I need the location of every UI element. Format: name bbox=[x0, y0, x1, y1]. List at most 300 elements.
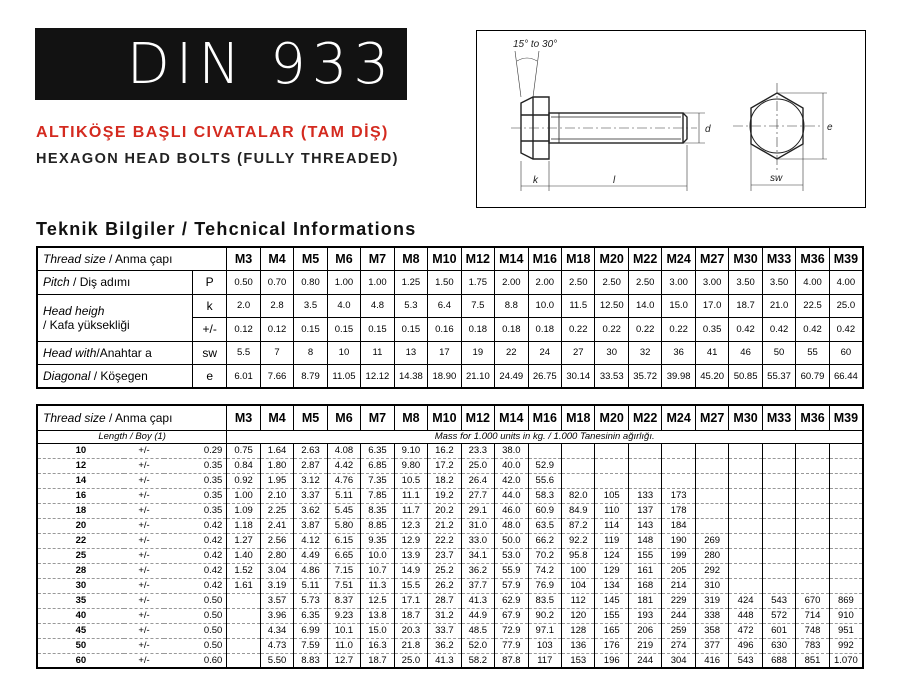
mass-value bbox=[796, 533, 829, 548]
tech-value: 24 bbox=[528, 341, 561, 365]
tech-value: 60.79 bbox=[796, 365, 829, 389]
mass-value: 688 bbox=[762, 653, 795, 668]
tech-value: 11.05 bbox=[327, 365, 360, 389]
size-header: M7 bbox=[361, 405, 394, 430]
mass-value bbox=[762, 548, 795, 563]
mass-value: 199 bbox=[662, 548, 695, 563]
mass-value: 448 bbox=[729, 608, 762, 623]
length-value: 28 bbox=[37, 563, 124, 578]
size-header: M12 bbox=[461, 247, 494, 271]
size-header: M8 bbox=[394, 405, 427, 430]
mass-value: 748 bbox=[796, 623, 829, 638]
size-header: M10 bbox=[428, 405, 461, 430]
size-header: M14 bbox=[495, 247, 528, 271]
tech-value: 4.00 bbox=[829, 271, 863, 295]
tech-value: 3.5 bbox=[294, 294, 327, 318]
length-value: 22 bbox=[37, 533, 124, 548]
length-value: 25 bbox=[37, 548, 124, 563]
mass-row bbox=[37, 518, 863, 533]
mass-value: 292 bbox=[695, 563, 728, 578]
tech-value: 2.50 bbox=[595, 271, 628, 295]
mass-row bbox=[37, 533, 863, 548]
mass-value: 190 bbox=[662, 533, 695, 548]
mass-value: 18.7 bbox=[361, 653, 394, 668]
mass-value: 543 bbox=[729, 653, 762, 668]
tech-value: 24.49 bbox=[495, 365, 528, 389]
mass-value: 319 bbox=[695, 593, 728, 608]
tech-row-symbol-tol: +/- bbox=[193, 318, 227, 342]
mass-value: 2.10 bbox=[260, 488, 293, 503]
size-header: M39 bbox=[829, 247, 863, 271]
mass-value: 0.92 bbox=[227, 473, 260, 488]
size-header: M36 bbox=[796, 247, 829, 271]
mass-row bbox=[37, 443, 863, 458]
mass-value: 7.51 bbox=[327, 578, 360, 593]
dim-l-label: l bbox=[613, 175, 616, 186]
mass-value: 62.9 bbox=[495, 593, 528, 608]
mass-value bbox=[562, 473, 595, 488]
mass-value: 53.0 bbox=[495, 548, 528, 563]
mass-value bbox=[662, 458, 695, 473]
mass-value bbox=[829, 488, 863, 503]
mass-value bbox=[796, 578, 829, 593]
mass-value: 1.61 bbox=[227, 578, 260, 593]
tech-value: 33.53 bbox=[595, 365, 628, 389]
title-banner bbox=[35, 28, 407, 100]
mass-value: 11.1 bbox=[394, 488, 427, 503]
mass-value: 4.34 bbox=[260, 623, 293, 638]
mass-value: 92.2 bbox=[562, 533, 595, 548]
tech-value: 15.0 bbox=[662, 294, 695, 318]
mass-value: 1.64 bbox=[260, 443, 293, 458]
mass-value: 9.23 bbox=[327, 608, 360, 623]
mass-value bbox=[729, 548, 762, 563]
mass-value: 10.1 bbox=[327, 623, 360, 638]
tech-tolerance: 0.22 bbox=[628, 318, 661, 342]
mass-value bbox=[729, 563, 762, 578]
mass-row bbox=[37, 638, 863, 653]
section-title: Teknik Bilgiler / Tehcnical Informations bbox=[36, 219, 417, 239]
mass-row bbox=[37, 503, 863, 518]
mass-value: 2.87 bbox=[294, 458, 327, 473]
tech-value: 2.00 bbox=[495, 271, 528, 295]
mass-value: 12.7 bbox=[327, 653, 360, 668]
size-header: M22 bbox=[628, 247, 661, 271]
mass-value: 951 bbox=[829, 623, 863, 638]
mass-value: 10.0 bbox=[361, 548, 394, 563]
mass-value: 7.35 bbox=[361, 473, 394, 488]
mass-value bbox=[762, 458, 795, 473]
tolerance-value: 0.42 bbox=[164, 578, 227, 593]
tech-tolerance: 0.16 bbox=[428, 318, 461, 342]
length-value: 60 bbox=[37, 653, 124, 668]
mass-value: 33.0 bbox=[461, 533, 494, 548]
mass-value: 219 bbox=[628, 638, 661, 653]
mass-value: 72.9 bbox=[495, 623, 528, 638]
mass-value bbox=[796, 443, 829, 458]
mass-value: 5.73 bbox=[294, 593, 327, 608]
tech-header-row bbox=[37, 247, 863, 271]
mass-value: 670 bbox=[796, 593, 829, 608]
mass-label: Mass for 1.000 units in kg. / 1.000 Tanesinin ağırlığı. bbox=[227, 430, 863, 443]
mass-value: 869 bbox=[829, 593, 863, 608]
mass-value: 18.2 bbox=[428, 473, 461, 488]
tech-value: 32 bbox=[628, 341, 661, 365]
mass-value: 4.08 bbox=[327, 443, 360, 458]
tech-row-label bbox=[37, 294, 193, 341]
mass-value: 338 bbox=[695, 608, 728, 623]
mass-value: 2.41 bbox=[260, 518, 293, 533]
tolerance-sign: +/- bbox=[124, 473, 164, 488]
mass-value: 40.0 bbox=[495, 458, 528, 473]
tech-tolerance: 0.22 bbox=[595, 318, 628, 342]
mass-value: 48.5 bbox=[461, 623, 494, 638]
mass-value: 67.9 bbox=[495, 608, 528, 623]
tech-header-label bbox=[37, 247, 227, 271]
mass-value: 27.7 bbox=[461, 488, 494, 503]
mass-value bbox=[796, 473, 829, 488]
mass-value: 168 bbox=[628, 578, 661, 593]
mass-value: 19.2 bbox=[428, 488, 461, 503]
mass-value: 3.57 bbox=[260, 593, 293, 608]
tech-row bbox=[37, 365, 863, 389]
mass-value: 9.10 bbox=[394, 443, 427, 458]
mass-value: 0.84 bbox=[227, 458, 260, 473]
tech-value: 60 bbox=[829, 341, 863, 365]
tech-row-label-tr: /Anahtar a bbox=[96, 345, 152, 360]
size-header: M30 bbox=[729, 405, 762, 430]
tech-value: 14.38 bbox=[394, 365, 427, 389]
length-value: 30 bbox=[37, 578, 124, 593]
size-header: M30 bbox=[729, 247, 762, 271]
mass-value: 176 bbox=[595, 638, 628, 653]
size-header: M24 bbox=[662, 405, 695, 430]
mass-value: 41.3 bbox=[461, 593, 494, 608]
mass-value: 181 bbox=[628, 593, 661, 608]
tech-tolerance: 0.15 bbox=[361, 318, 394, 342]
tolerance-value: 0.42 bbox=[164, 563, 227, 578]
mass-row bbox=[37, 578, 863, 593]
mass-value: 193 bbox=[628, 608, 661, 623]
mass-value: 25.2 bbox=[428, 563, 461, 578]
tolerance-sign: +/- bbox=[124, 518, 164, 533]
size-header: M6 bbox=[327, 247, 360, 271]
mass-value: 82.0 bbox=[562, 488, 595, 503]
mass-value: 22.2 bbox=[428, 533, 461, 548]
tech-row-symbol: k bbox=[193, 294, 227, 318]
length-value: 10 bbox=[37, 443, 124, 458]
mass-value: 2.80 bbox=[260, 548, 293, 563]
mass-value: 2.63 bbox=[294, 443, 327, 458]
tech-value: 0.70 bbox=[260, 271, 293, 295]
mass-value bbox=[227, 593, 260, 608]
tech-value: 2.8 bbox=[260, 294, 293, 318]
mass-value: 8.85 bbox=[361, 518, 394, 533]
mass-value bbox=[227, 608, 260, 623]
mass-value bbox=[829, 548, 863, 563]
tech-value: 2.0 bbox=[227, 294, 260, 318]
tech-value: 30.14 bbox=[562, 365, 595, 389]
mass-value: 244 bbox=[628, 653, 661, 668]
mass-value: 377 bbox=[695, 638, 728, 653]
mass-value: 15.5 bbox=[394, 578, 427, 593]
mass-value: 416 bbox=[695, 653, 728, 668]
mass-value: 6.35 bbox=[361, 443, 394, 458]
mass-value: 76.9 bbox=[528, 578, 561, 593]
mass-value: 21.2 bbox=[428, 518, 461, 533]
mass-value: 601 bbox=[762, 623, 795, 638]
tolerance-sign: +/- bbox=[124, 488, 164, 503]
mass-value: 8.35 bbox=[361, 503, 394, 518]
tolerance-sign: +/- bbox=[124, 593, 164, 608]
mass-value bbox=[528, 443, 561, 458]
subtitle-english: HEXAGON HEAD BOLTS (FULLY THREADED) bbox=[36, 151, 399, 167]
mass-value bbox=[762, 578, 795, 593]
tech-tolerance: 0.22 bbox=[662, 318, 695, 342]
mass-value: 42.0 bbox=[495, 473, 528, 488]
mass-value: 274 bbox=[662, 638, 695, 653]
tech-value: 50 bbox=[762, 341, 795, 365]
mass-value: 38.0 bbox=[495, 443, 528, 458]
tech-tolerance: 0.42 bbox=[796, 318, 829, 342]
length-value: 20 bbox=[37, 518, 124, 533]
mass-value: 13.9 bbox=[394, 548, 427, 563]
size-header: M36 bbox=[796, 405, 829, 430]
tech-tolerance: 0.12 bbox=[227, 318, 260, 342]
tolerance-sign: +/- bbox=[124, 533, 164, 548]
tech-tolerance: 0.15 bbox=[294, 318, 327, 342]
mass-value: 10.5 bbox=[394, 473, 427, 488]
tolerance-sign: +/- bbox=[124, 563, 164, 578]
mass-value: 18.7 bbox=[394, 608, 427, 623]
mass-value bbox=[829, 563, 863, 578]
tech-row-label-tr: / Köşegen bbox=[90, 369, 148, 383]
tech-row bbox=[37, 294, 863, 318]
mass-value: 33.7 bbox=[428, 623, 461, 638]
mass-value: 543 bbox=[762, 593, 795, 608]
mass-value: 7.59 bbox=[294, 638, 327, 653]
dim-k-label: k bbox=[533, 175, 538, 186]
mass-value: 119 bbox=[595, 533, 628, 548]
tech-value: 18.7 bbox=[729, 294, 762, 318]
tech-value: 3.00 bbox=[662, 271, 695, 295]
tech-value: 25.0 bbox=[829, 294, 863, 318]
size-header: M3 bbox=[227, 247, 260, 271]
mass-value: 70.2 bbox=[528, 548, 561, 563]
mass-value: 52.0 bbox=[461, 638, 494, 653]
mass-value: 3.19 bbox=[260, 578, 293, 593]
mass-value: 55.6 bbox=[528, 473, 561, 488]
mass-value: 4.86 bbox=[294, 563, 327, 578]
mass-value: 105 bbox=[595, 488, 628, 503]
mass-value: 133 bbox=[628, 488, 661, 503]
mass-value: 0.75 bbox=[227, 443, 260, 458]
tech-value: 0.50 bbox=[227, 271, 260, 295]
tech-value: 5.5 bbox=[227, 341, 260, 365]
mass-value: 145 bbox=[595, 593, 628, 608]
mass-value bbox=[762, 473, 795, 488]
mass-value: 630 bbox=[762, 638, 795, 653]
tech-value: 4.0 bbox=[327, 294, 360, 318]
mass-value: 5.45 bbox=[327, 503, 360, 518]
mass-value bbox=[729, 488, 762, 503]
tech-row-label-en: Diagonal bbox=[43, 369, 91, 383]
size-header: M16 bbox=[528, 405, 561, 430]
mass-value: 44.9 bbox=[461, 608, 494, 623]
tech-value: 30 bbox=[595, 341, 628, 365]
mass-value: 496 bbox=[729, 638, 762, 653]
mass-value: 114 bbox=[595, 518, 628, 533]
length-value: 18 bbox=[37, 503, 124, 518]
mass-value: 66.2 bbox=[528, 533, 561, 548]
mass-row bbox=[37, 488, 863, 503]
tolerance-sign: +/- bbox=[124, 548, 164, 563]
angle-label: 15° to 30° bbox=[513, 39, 558, 50]
tech-value: 46 bbox=[729, 341, 762, 365]
size-header: M18 bbox=[562, 247, 595, 271]
mass-value: 20.3 bbox=[394, 623, 427, 638]
dim-sw-label: sw bbox=[770, 173, 783, 184]
mass-value: 23.7 bbox=[428, 548, 461, 563]
tech-value: 45.20 bbox=[695, 365, 728, 389]
mass-row bbox=[37, 623, 863, 638]
mass-value: 100 bbox=[562, 563, 595, 578]
tolerance-sign: +/- bbox=[124, 638, 164, 653]
mass-value: 26.4 bbox=[461, 473, 494, 488]
tech-value: 1.00 bbox=[361, 271, 394, 295]
mass-value bbox=[796, 518, 829, 533]
tech-value: 55.37 bbox=[762, 365, 795, 389]
size-header: M14 bbox=[495, 405, 528, 430]
mass-value bbox=[762, 563, 795, 578]
mass-value bbox=[762, 518, 795, 533]
tolerance-value: 0.35 bbox=[164, 473, 227, 488]
mass-value: 1.80 bbox=[260, 458, 293, 473]
mass-value: 16.2 bbox=[428, 443, 461, 458]
mass-value bbox=[227, 653, 260, 668]
tolerance-value: 0.42 bbox=[164, 533, 227, 548]
tech-row-symbol: e bbox=[193, 365, 227, 389]
tech-value: 4.8 bbox=[361, 294, 394, 318]
mass-value: 21.8 bbox=[394, 638, 427, 653]
mass-value: 87.2 bbox=[562, 518, 595, 533]
tech-tolerance: 0.18 bbox=[495, 318, 528, 342]
mass-value: 28.7 bbox=[428, 593, 461, 608]
tech-row bbox=[37, 341, 863, 365]
tech-value: 12.50 bbox=[595, 294, 628, 318]
mass-value: 184 bbox=[662, 518, 695, 533]
tech-value: 17.0 bbox=[695, 294, 728, 318]
tech-value: 10.0 bbox=[528, 294, 561, 318]
tech-value: 55 bbox=[796, 341, 829, 365]
mass-value: 9.80 bbox=[394, 458, 427, 473]
mass-value bbox=[227, 638, 260, 653]
mass-value bbox=[628, 473, 661, 488]
mass-value: 1.40 bbox=[227, 548, 260, 563]
mass-value: 229 bbox=[662, 593, 695, 608]
mass-table bbox=[36, 404, 864, 669]
tolerance-sign: +/- bbox=[124, 608, 164, 623]
size-header: M20 bbox=[595, 247, 628, 271]
mass-value: 34.1 bbox=[461, 548, 494, 563]
mass-value: 472 bbox=[729, 623, 762, 638]
mass-value: 6.65 bbox=[327, 548, 360, 563]
mass-row bbox=[37, 608, 863, 623]
length-value: 35 bbox=[37, 593, 124, 608]
mass-value: 143 bbox=[628, 518, 661, 533]
tech-row-label-tr: / Kafa yüksekliği bbox=[43, 317, 130, 332]
page-title: DIN 933 bbox=[126, 32, 395, 97]
mass-value: 74.2 bbox=[528, 563, 561, 578]
length-label: Length / Boy (1) bbox=[37, 430, 227, 443]
tech-value: 10 bbox=[327, 341, 360, 365]
mass-value bbox=[829, 518, 863, 533]
mass-value bbox=[729, 443, 762, 458]
size-header: M5 bbox=[294, 247, 327, 271]
tech-value: 7.66 bbox=[260, 365, 293, 389]
size-header: M4 bbox=[260, 405, 293, 430]
mass-value bbox=[695, 473, 728, 488]
mass-value: 58.3 bbox=[528, 488, 561, 503]
mass-value: 3.37 bbox=[294, 488, 327, 503]
mass-value: 11.0 bbox=[327, 638, 360, 653]
tolerance-value: 0.50 bbox=[164, 623, 227, 638]
mass-subheader-row bbox=[37, 430, 863, 443]
mass-value: 3.96 bbox=[260, 608, 293, 623]
mass-value: 13.8 bbox=[361, 608, 394, 623]
mass-value: 26.2 bbox=[428, 578, 461, 593]
mass-value: 136 bbox=[562, 638, 595, 653]
mass-value: 6.15 bbox=[327, 533, 360, 548]
mass-value: 36.2 bbox=[428, 638, 461, 653]
tech-value: 5.3 bbox=[394, 294, 427, 318]
mass-value: 155 bbox=[628, 548, 661, 563]
tech-tolerance: 0.35 bbox=[695, 318, 728, 342]
mass-value: 50.0 bbox=[495, 533, 528, 548]
bolt-drawing-svg bbox=[477, 31, 865, 207]
tech-value: 6.01 bbox=[227, 365, 260, 389]
mass-value: 55.9 bbox=[495, 563, 528, 578]
bolt-technical-drawing bbox=[476, 30, 866, 208]
mass-value: 29.1 bbox=[461, 503, 494, 518]
size-header: M12 bbox=[461, 405, 494, 430]
tech-value: 2.50 bbox=[628, 271, 661, 295]
mass-value bbox=[796, 563, 829, 578]
mass-value: 137 bbox=[628, 503, 661, 518]
size-header: M33 bbox=[762, 405, 795, 430]
mass-value: 90.2 bbox=[528, 608, 561, 623]
mass-value bbox=[628, 443, 661, 458]
mass-value bbox=[829, 473, 863, 488]
mass-value: 25.0 bbox=[461, 458, 494, 473]
tech-value: 13 bbox=[394, 341, 427, 365]
tech-value: 8 bbox=[294, 341, 327, 365]
tech-tolerance: 0.15 bbox=[394, 318, 427, 342]
tech-row-label bbox=[37, 341, 193, 365]
mass-value: 7.15 bbox=[327, 563, 360, 578]
mass-value: 173 bbox=[662, 488, 695, 503]
mass-value bbox=[628, 458, 661, 473]
mass-value: 83.5 bbox=[528, 593, 561, 608]
mass-value: 4.42 bbox=[327, 458, 360, 473]
mass-value: 304 bbox=[662, 653, 695, 668]
mass-value: 153 bbox=[562, 653, 595, 668]
mass-value: 77.9 bbox=[495, 638, 528, 653]
subtitle-turkish: ALTIKÖŞE BAŞLI CIVATALAR (TAM DİŞ) bbox=[36, 124, 389, 141]
tech-row-symbol: P bbox=[193, 271, 227, 295]
tech-value: 12.12 bbox=[361, 365, 394, 389]
tech-value: 1.25 bbox=[394, 271, 427, 295]
